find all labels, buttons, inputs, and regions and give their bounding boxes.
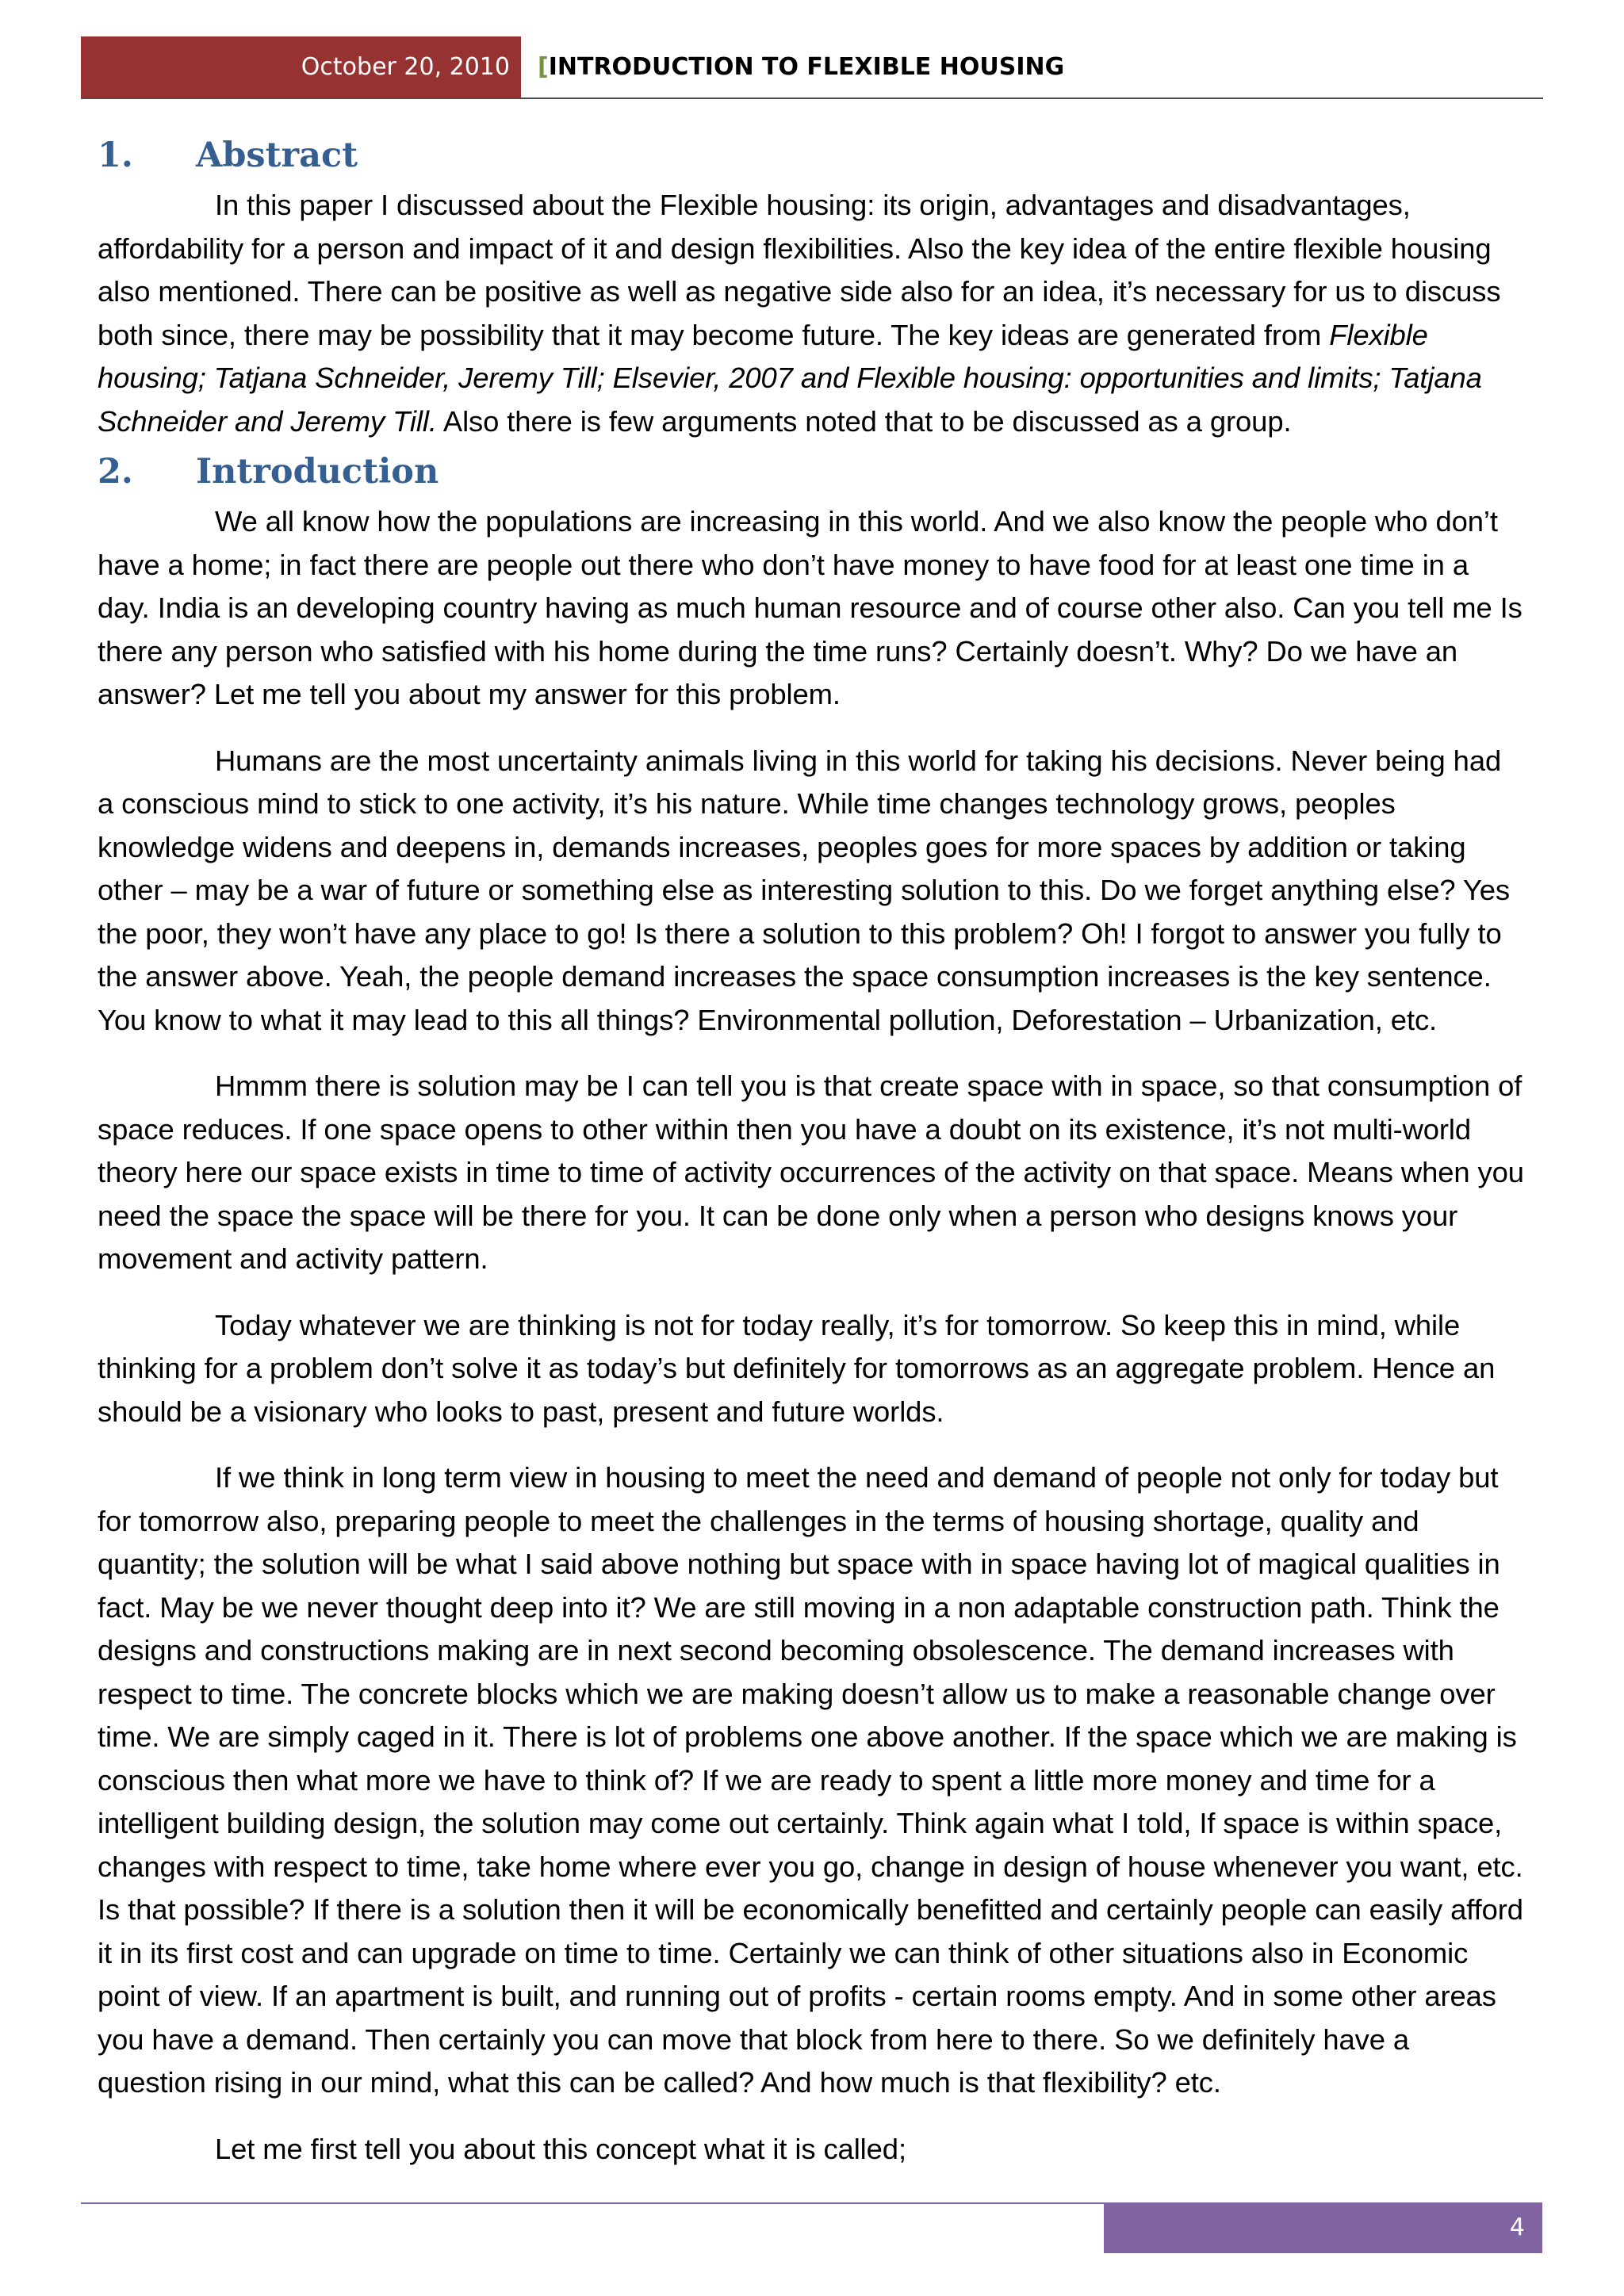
intro-paragraph: Hmmm there is solution may be I can tell you is that create space with in space, so that consumption of space reduces. If one space opens to other within then you have a doubt on its existence, it’s not multi-world theory here our space exists in time to time of activity occurrences of the activity on that space. Means when you need the space the space will be there for you. It can be done only when a person who designs knows your movement and activity pattern. <box>98 1070 1524 1275</box>
page-number: 4 <box>1104 2202 1542 2253</box>
section-number: 1. <box>98 136 133 175</box>
section-number: 2. <box>98 452 133 492</box>
header-bracket: [ <box>538 53 549 81</box>
abstract-text-end: Also there is few arguments noted that to be discussed as a group. <box>436 404 1292 438</box>
abstract-citation: Flexible housing; Tatjana Schneider, Jeremy Till; Elsevier, 2007 and Flexible housing: opportunities and limits; Tatjana Schneider and Jeremy Till. <box>98 318 1482 438</box>
section-heading-abstract <box>98 127 1525 184</box>
intro-paragraph: Humans are the most uncertainty animals living in this world for taking his decisions. Never being had a conscious mind to stick to one activity, it’s his nature. While time changes technology grows, peoples knowledge widens and deepens in, demands increases, peoples goes for more spaces by addition or taking other – may be a war of future or something else as interesting solution to this. Do we forget anything else? Yes the poor, they won’t have any place to go! Is there a solution to this problem? Oh! I forgot to answer you fully to the answer above. Yeah, the people demand increases the space consumption increases is the key sentence. You know to what it may lead to this all things? Environmental pollution, Deforestation – Urbanization, etc. <box>98 744 1510 1036</box>
footer-divider <box>81 2202 1104 2204</box>
intro-paragraph: Let me first tell you about this concept what it is called; <box>215 2132 906 2165</box>
abstract-paragraph <box>98 184 1525 443</box>
intro-paragraph: We all know how the populations are increasing in this world. And we also know the people who don’t have a home; in fact there are people out there who don’t have money to have food for at least one time in a day. India is an developing country having as much human resource and of course other also. Can you tell me Is there any person who satisfied with his home during the time runs? Certainly doesn’t. Why? Do we have an answer? Let me tell you about my answer for this problem. <box>98 505 1522 710</box>
section-title: Introduction <box>196 452 439 492</box>
intro-paragraph: Today whatever we are thinking is not for today really, it’s for tomorrow. So keep this in mind, while thinking for a problem don’t solve it as today’s but definitely for tomorrows as an aggregate problem. Hence an should be a visionary who looks to past, present and future worlds. <box>98 1308 1496 1428</box>
section-title: Abstract <box>196 136 358 175</box>
page-header <box>81 36 1543 99</box>
header-title-text: INTRODUCTION TO FLEXIBLE HOUSING <box>548 53 1065 81</box>
header-date: October 20, 2010 <box>81 36 521 98</box>
document-body <box>98 127 1525 2171</box>
header-title <box>538 36 1064 98</box>
section-heading-introduction <box>98 443 1525 500</box>
intro-paragraph: If we think in long term view in housing to meet the need and demand of people not only for today but for tomorrow also, preparing people to meet the challenges in the terms of housing shortage, quality and quantity; the solution will be what I said above nothing but space with in space having lot of magical qualities in fact. May be we never thought deep into it? We are still moving in a non adaptable construction path. Think the designs and constructions making are in next second becoming obsolescence. The demand increases with respect to time. The concrete blocks which we are making doesn’t allow us to make a reasonable change over time. We are simply caged in it. There is lot of problems one above another. If the space which we are making is conscious then what more we have to think of? If we are ready to spent a little more money and time for a intelligent building design, the solution may come out certainly. Think again what I told, If space is within space, changes with respect to time, take home where ever you go, change in design of house whenever you want, etc. Is that possible? If there is a solution then it will be economically benefitted and certainly people can easily afford it in its first cost and can upgrade on time to time. Certainly we can think of other situations also in Economic point of view. If an apartment is built, and running out of profits - certain rooms empty. And in some other areas you have a demand. Then certainly you can move that block from here to there. So we definitely have a question rising in our mind, what this can be called? And how much is that flexibility? etc. <box>98 1461 1523 2099</box>
abstract-text-start: In this paper I discussed about the Flexible housing: its origin, advantages and disadvantages, affordability for a person and impact of it and design flexibilities. Also the key idea of the entire flexible housing also mentioned. There can be positive as well as negative side also for an idea, it’s necessary for us to discuss both since, there may be possibility that it may become future. The key ideas are generated from <box>98 189 1501 351</box>
